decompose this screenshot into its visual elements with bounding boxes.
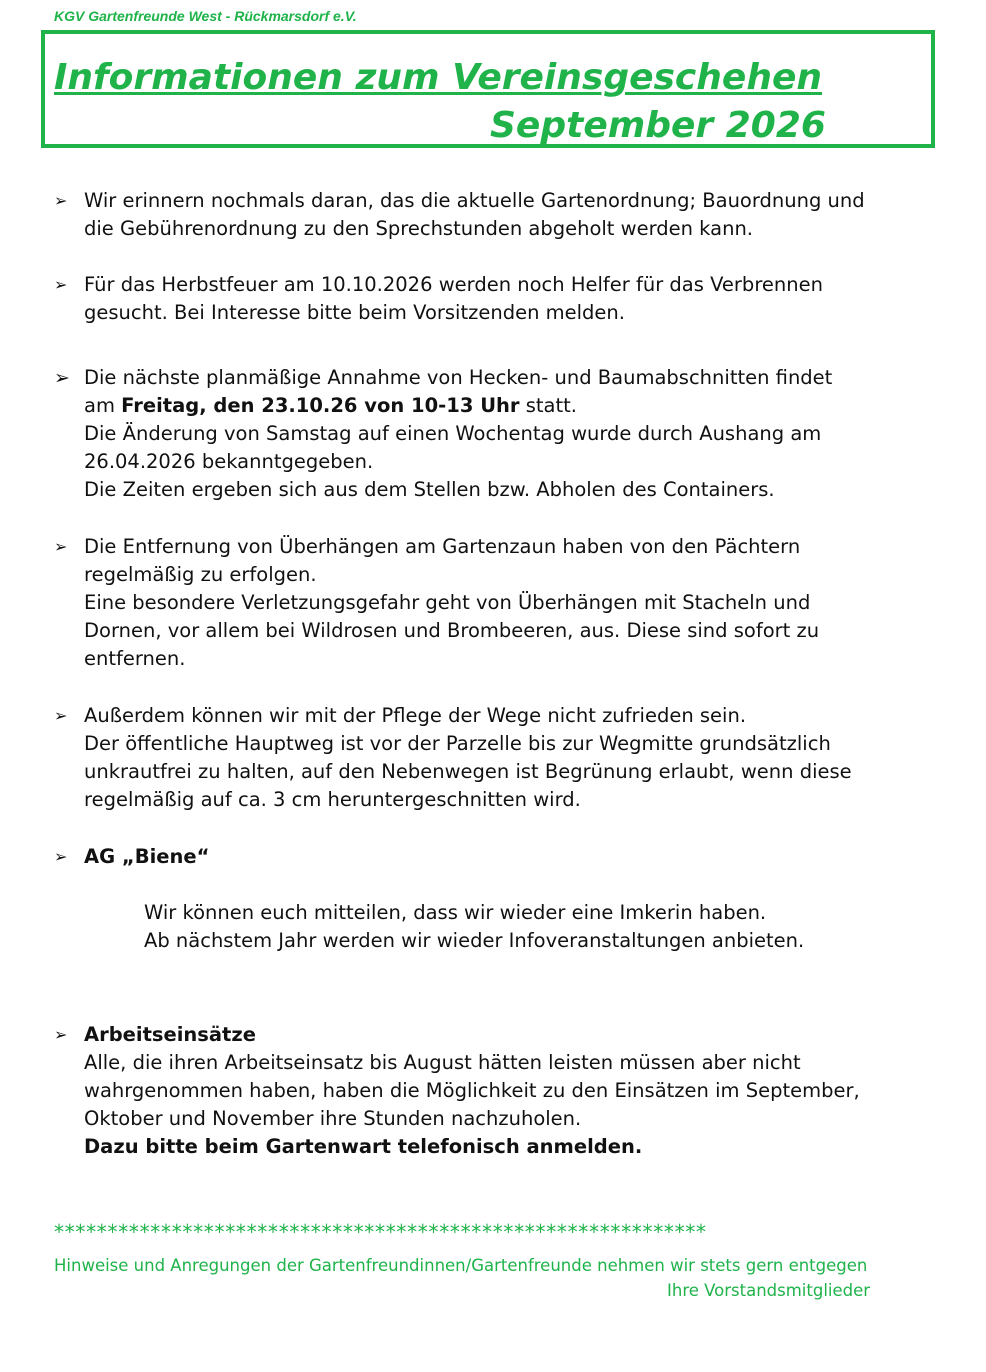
bullet-arrow-icon: ➢: [54, 847, 68, 866]
organization-name: KGV Gartenfreunde West - Rückmarsdorf e.V.: [54, 8, 357, 24]
info-item-5: Außerdem können wir mit der Pflege der Wege nicht zufrieden sein. Der öffentliche Hauptweg ist vor der Parzelle bis zur Wegmitte grundsätzlich unkrautfrei zu halten, auf den Nebenwegen ist Begrünung erlaubt, wenn diese regelmäßig auf ca. 3 cm heruntergeschnitten wird.: [84, 704, 852, 811]
star-divider: *************************************************************: [54, 1220, 707, 1244]
info-item-3-date: Freitag, den 23.10.26 von 10-13 Uhr: [121, 394, 520, 417]
section-body-arbeitseinsaetze: Alle, die ihren Arbeitseinsatz bis August hätten leisten müssen aber nicht wahrgenommen haben, haben die Möglichkeit zu den Einsätzen im September, Oktober und November ihre Stunden nachzuholen.: [84, 1051, 860, 1130]
info-item-3-text-a: Die nächste planmäßige Annahme von Hecken- und Baumabschnitten findet am: [84, 366, 833, 417]
section-body-biene: Wir können euch mitteilen, dass wir wieder eine Imkerin haben. Ab nächstem Jahr werden wir wieder Infoveranstaltungen anbieten.: [144, 901, 805, 952]
bullet-arrow-icon: ➢: [54, 1025, 68, 1044]
bullet-arrow-icon: ➢: [54, 275, 68, 294]
section-heading-arbeitseinsaetze: Arbeitseinsätze: [84, 1023, 256, 1046]
info-item-4: Die Entfernung von Überhängen am Gartenzaun haben von den Pächtern regelmäßig zu erfolgen. Eine besondere Verletzungsgefahr geht von Überhängen mit Stacheln und Dornen, vor allem bei Wildrosen und Brombeeren, aus. Diese sind sofort zu entfernen.: [84, 535, 820, 670]
bullet-arrow-icon: ➢: [54, 537, 68, 556]
footer-note: Hinweise und Anregungen der Gartenfreundinnen/Gartenfreunde nehmen wir stets gern entgegen: [54, 1256, 868, 1275]
bullet-arrow-icon: ➢: [54, 367, 70, 389]
page-title: Informationen zum Vereinsgeschehen: [54, 57, 822, 98]
bullet-arrow-icon: ➢: [54, 191, 68, 210]
footer-signature: Ihre Vorstandsmitglieder: [667, 1281, 871, 1300]
section-call-to-action: Dazu bitte beim Gartenwart telefonisch anmelden.: [84, 1135, 643, 1158]
info-item-3: [84, 364, 964, 504]
bullet-arrow-icon: ➢: [54, 706, 68, 725]
section-heading-biene: AG „Biene“: [84, 845, 210, 868]
info-item-2: Für das Herbstfeuer am 10.10.2026 werden noch Helfer für das Verbrennen gesucht. Bei Interesse bitte beim Vorsitzenden melden.: [84, 273, 823, 324]
page-subtitle-month: September 2026: [490, 105, 826, 146]
info-item-3-text-b: statt. Die Änderung von Samstag auf einen Wochentag wurde durch Aushang am 26.04.2026 bekanntgegeben. Die Zeiten ergeben sich aus dem Stellen bzw. Abholen des Containers.: [84, 394, 822, 501]
info-item-1: Wir erinnern nochmals daran, das die aktuelle Gartenordnung; Bauordnung und die Gebührenordnung zu den Sprechstunden abgeholt werden kann.: [84, 189, 865, 240]
